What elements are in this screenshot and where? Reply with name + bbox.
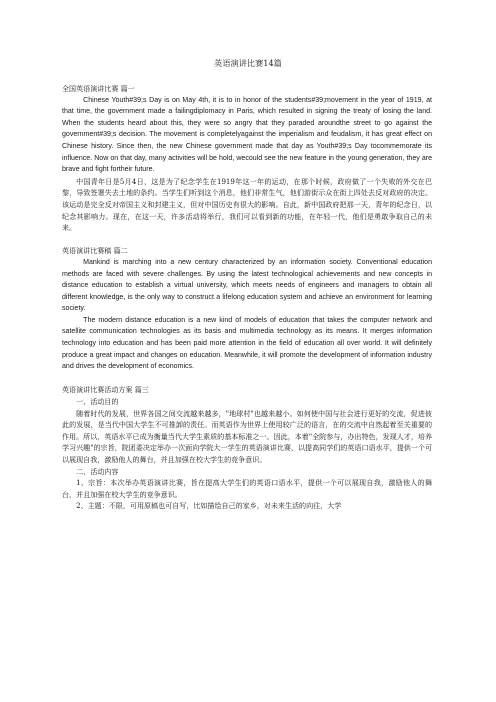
article1-chinese-paragraph: 中国青年日是5月4日，这是为了纪念学生在1919年这一年的运动，在那个时候，政府做了一个失败的外交在巴黎，导致签署失去土地的条约。当学生们听到这个消息，他们非常生气，他们游街示众在街上四处去反对政府的决定。该运动是完全反对帝国主义和封建主义，但对中国历史有很大的影响。自此，新中国政府把那一天，青年的纪念日，以纪念其影响力。现在，在这一天，许多活动将举行，我们可以看到新的功能，在年轻一代，他们是勇敢争取自己的未来。	[62, 176, 432, 233]
spacer	[62, 234, 432, 246]
article2-paragraph-1: Mankind is marching into a new century characterized by an information society. Conventional education methods are faced with severe challenges. By using the latest technological achievements and new concepts in distance education to establish a virtual university, which meets needs of engineers and managers to obtain all different knowledge, is the only way to construct a lifelong education system and achieve an environment for learning society.	[62, 258, 432, 313]
article3-subheading-purpose: 一、活动目的	[76, 397, 119, 407]
article1-heading: 全国英语演讲比赛 篇一	[62, 84, 135, 93]
article3-heading: 英语演讲比赛活动方案 篇三	[62, 385, 149, 395]
document-title: 英语演讲比赛14篇	[214, 58, 282, 68]
article3-purpose-paragraph: 随着时代的发展，世界各国之间交流越来越多，"地球村"也越来越小。如何使中国与社会进行更好的交流，促进彼此的发展，是当代中国大学生不可推卸的责任。而英语作为世界上使用较广泛的语言，在的交流中自然起着至关重要的作用。所以，英语水平已成为衡量当代大学生素质的基本标准之一。因此，本着"全院参与，办出特色，发现人才，培养学习兴趣"的宗旨，院团委决定举办一次面向学院大一学生的英语演讲比赛，以提高同学们的英语口语水平，提供一个可以展现自我，激励他人的舞台，并且加强在校大学生的竞争意识。	[62, 408, 432, 464]
spacer	[62, 373, 432, 385]
article3-subheading-content: 二、活动内容	[76, 466, 119, 476]
article2-paragraph-2: The modern distance education is a new kind of models of education that takes the computer network and satellite communication technologies as its basis and multimedia technology as its means. It merges information technology into education and has been paid more attention in the field of education all over world. It will definitely produce a great impact and changes on education. Meanwhile, it will promote the development of information industry and drives the development of economics.	[62, 316, 432, 371]
article3-item-1: 1、宗旨：本次举办英语演讲比赛，旨在提高大学生们的英语口语水平，提供一个可以展现自我，激励他人的舞台，并且加强在校大学生的竞争意识。	[62, 478, 432, 499]
article2-heading: 英语演讲比赛稿 篇二	[62, 246, 128, 256]
article1-english-paragraph: Chinese Youth#39;s Day is on May 4th, it is to in honor of the students#39;movement in the year of 1919, at that time, the government made a failingdiplomacy in Paris, which resulted in signing the treaty of losing the land. When the students heard about this, they were so angry that they paraded aroundthe street to go against the government#39;s decision. The movement is completelyagainst the imperialism and feudalism, it has great effect on Chinese history. Since then, the new Chinese government made that day as Youth#39;s Day tocommemorate its influence. Now on that day, many activities will be hold, wecould see the new feature in the young generation, they are brave and fight fortheir future.	[62, 96, 432, 174]
article3-item-2: 2、主题：不限，可用原稿也可自写，比如描绘自己的家乡，对未来生活的向往，大学	[76, 501, 342, 511]
document-body	[62, 83, 432, 512]
